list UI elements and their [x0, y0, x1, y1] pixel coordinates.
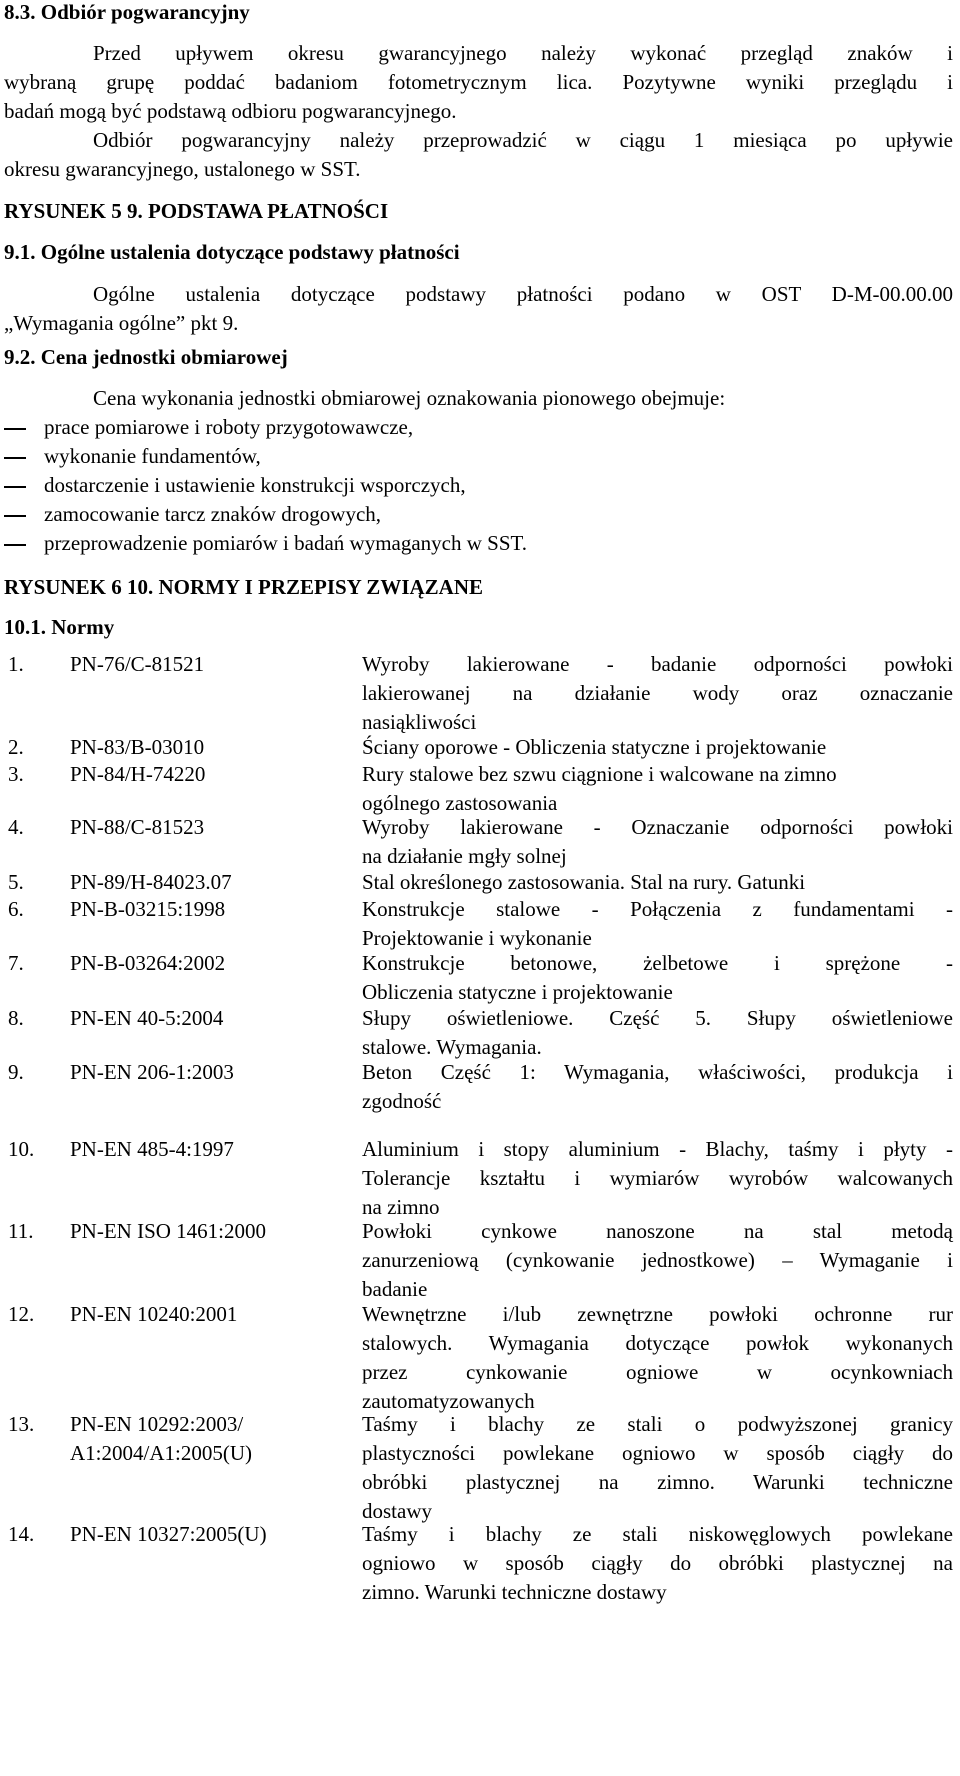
- norm-description: Ściany oporowe - Obliczenia statyczne i projektowanie: [362, 735, 827, 759]
- norm-code: PN-89/H-84023.07: [70, 870, 232, 894]
- list-item-text: przeprowadzenie pomiarów i badań wymaganych w SST.: [44, 531, 528, 555]
- norm-row: [0, 733, 960, 762]
- paragraph-line: okresu gwarancyjnego, ustalonego w SST.: [4, 157, 361, 181]
- list-item: [4, 442, 904, 471]
- norm-description: Powłoki cynkowe nanoszone na stal metodą zanurzeniową (cynkowanie jednostkowe) – Wymaganie i badanie: [362, 1219, 953, 1301]
- norm-row: [0, 1410, 960, 1526]
- norm-row: [0, 650, 960, 737]
- norm-row: [0, 1135, 960, 1222]
- norm-number: 8.: [8, 1006, 24, 1030]
- paragraph-line: Ogólne ustalenia dotyczące podstawy płatności podano w OST D-M-00.00.00: [93, 282, 953, 306]
- paragraph-line: Odbiór pogwarancyjny należy przeprowadzić w ciągu 1 miesiąca po upływie: [93, 128, 953, 152]
- norm-row: [0, 1520, 960, 1607]
- dash-bullet: [4, 486, 26, 488]
- norm-description: Taśmy i blachy ze stali niskowęglowych powlekane ogniowo w sposób ciągły do obróbki plastycznej na zimno. Warunki techniczne dostawy: [362, 1522, 953, 1604]
- norm-description: Konstrukcje betonowe, żelbetowe i sprężone - Obliczenia statyczne i projektowanie: [362, 951, 953, 1004]
- norm-row: [0, 1217, 960, 1304]
- section-heading-9: RYSUNEK 5 9. PODSTAWA PŁATNOŚCI: [4, 199, 389, 223]
- norm-description: Konstrukcje stalowe - Połączenia z fundamentami - Projektowanie i wykonanie: [362, 897, 953, 950]
- norm-number: 13.: [8, 1412, 35, 1436]
- subsection-heading-9-2: 9.2. Cena jednostki obmiarowej: [4, 345, 288, 369]
- norm-code: PN-B-03264:2002: [70, 951, 226, 975]
- norm-row: [0, 813, 960, 871]
- norm-code: PN-EN 10240:2001: [70, 1302, 238, 1326]
- norm-code: PN-EN 10292:2003/ A1:2004/A1:2005(U): [70, 1412, 252, 1465]
- norm-description: Wewnętrzne i/lub zewnętrzne powłoki ochronne rur stalowych. Wymagania dotyczące powłok wykonanych przez cynkowanie ogniowe w ocynkowniach zautomatyzowanych: [362, 1302, 953, 1413]
- norm-row: [0, 1058, 960, 1116]
- norm-code: PN-88/C-81523: [70, 815, 205, 839]
- norm-description: Stal określonego zastosowania. Stal na rury. Gatunki: [362, 870, 806, 894]
- norm-code: PN-EN 206-1:2003: [70, 1060, 234, 1084]
- paragraph-line: „Wymagania ogólne” pkt 9.: [4, 311, 239, 335]
- paragraph-line: Przed upływem okresu gwarancyjnego należy wykonać przegląd znaków i: [93, 41, 953, 65]
- norm-description: Beton Część 1: Wymagania, właściwości, produkcja i zgodność: [362, 1060, 953, 1113]
- norm-number: 1.: [8, 652, 24, 676]
- paragraph-line: badań mogą być podstawą odbioru pogwarancyjnego.: [4, 99, 457, 123]
- norm-number: 2.: [8, 735, 24, 759]
- norm-number: 10.: [8, 1137, 35, 1161]
- norm-code: PN-84/H-74220: [70, 762, 206, 786]
- norm-code: PN-B-03215:1998: [70, 897, 226, 921]
- list-item-text: wykonanie fundamentów,: [44, 444, 261, 468]
- section-heading-8-3: 8.3. Odbiór pogwarancyjny: [4, 0, 250, 24]
- paragraph-line: Cena wykonania jednostki obmiarowej oznakowania pionowego obejmuje:: [93, 386, 726, 410]
- list-item-text: zamocowanie tarcz znaków drogowych,: [44, 502, 382, 526]
- norm-number: 11.: [8, 1219, 34, 1243]
- norm-number: 3.: [8, 762, 24, 786]
- norm-code: PN-EN 485-4:1997: [70, 1137, 234, 1161]
- norm-number: 7.: [8, 951, 24, 975]
- norm-description: Wyroby lakierowane - Oznaczanie odporności powłoki na działanie mgły solnej: [362, 815, 953, 868]
- norm-number: 5.: [8, 870, 24, 894]
- norm-row: [0, 868, 960, 897]
- list-item: [4, 413, 904, 442]
- dash-bullet: [4, 428, 26, 430]
- list-item-text: prace pomiarowe i roboty przygotowawcze,: [44, 415, 414, 439]
- norm-code: PN-EN ISO 1461:2000: [70, 1219, 267, 1243]
- norm-number: 12.: [8, 1302, 35, 1326]
- subsection-heading-10-1: 10.1. Normy: [4, 615, 115, 639]
- paragraph-line: wybraną grupę poddać badaniom fotometrycznym lica. Pozytywne wyniki przeglądu i: [4, 70, 953, 94]
- norm-row: [0, 895, 960, 953]
- norm-description: Aluminium i stopy aluminium - Blachy, taśmy i płyty - Tolerancje kształtu i wymiarów wyrobów walcowanych na zimno: [362, 1137, 953, 1219]
- norm-number: 9.: [8, 1060, 24, 1084]
- norm-code: PN-EN 40-5:2004: [70, 1006, 224, 1030]
- norm-description: Rury stalowe bez szwu ciągnione i walcowane na zimno ogólnego zastosowania: [362, 762, 837, 815]
- dash-bullet: [4, 515, 26, 517]
- norm-code: PN-EN 10327:2005(U): [70, 1522, 267, 1546]
- norm-description: Taśmy i blachy ze stali o podwyższonej granicy plastyczności powlekane ogniowo w sposób ciągły do obróbki plastycznej na zimno. Warunki techniczne dostawy: [362, 1412, 953, 1523]
- norm-code: PN-83/B-03010: [70, 735, 205, 759]
- section-heading-10: RYSUNEK 6 10. NORMY I PRZEPISY ZWIĄZANE: [4, 575, 484, 599]
- norms-list: [0, 650, 960, 1776]
- norm-number: 14.: [8, 1522, 35, 1546]
- list-item: [4, 471, 904, 500]
- list-item: [4, 529, 904, 558]
- norm-row: [0, 1004, 960, 1062]
- norm-row: [0, 949, 960, 1007]
- dash-list: [4, 413, 904, 558]
- norm-description: Słupy oświetleniowe. Część 5. Słupy oświetleniowe stalowe. Wymagania.: [362, 1006, 953, 1059]
- subsection-heading-9-1: 9.1. Ogólne ustalenia dotyczące podstawy płatności: [4, 240, 460, 264]
- norm-code: PN-76/C-81521: [70, 652, 205, 676]
- norm-row: [0, 1300, 960, 1416]
- dash-bullet: [4, 457, 26, 459]
- norm-number: 6.: [8, 897, 24, 921]
- list-item: [4, 500, 904, 529]
- dash-bullet: [4, 544, 26, 546]
- norm-row: [0, 760, 960, 818]
- norm-number: 4.: [8, 815, 24, 839]
- norm-description: Wyroby lakierowane - badanie odporności powłoki lakierowanej na działanie wody oraz oznaczanie nasiąkliwości: [362, 652, 953, 734]
- list-item-text: dostarczenie i ustawienie konstrukcji wsporczych,: [44, 473, 466, 497]
